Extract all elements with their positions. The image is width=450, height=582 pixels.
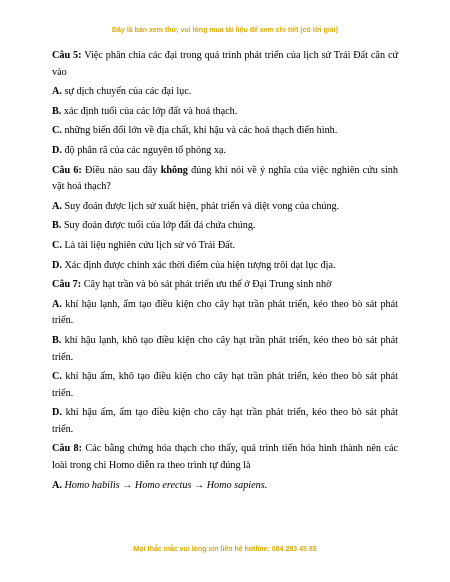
option-key: A. — [52, 200, 62, 212]
option-text: Là tài liệu nghiên cứu lịch sử vỏ Trái Đất. — [61, 239, 236, 251]
question-6-stem — [52, 163, 398, 196]
option-text: khí hậu ấm, ẩm tạo điều kiện cho cây hạt trần phát triển, kéo theo bò sát phát triển. — [52, 407, 398, 435]
question-5-option-c — [52, 123, 398, 140]
question-5-option-a — [52, 84, 398, 101]
option-text: khí hậu ấm, khô tạo điều kiện cho cây hạt trần phát triển, kéo theo bò sát phát triển. — [52, 371, 398, 399]
question-label: Câu 7: — [52, 279, 82, 291]
question-text: Các bằng chứng hóa thạch cho thấy, quá trình tiến hóa hình thành nên các loài trong chi Homo diễn ra theo trình tự đúng là — [52, 443, 398, 472]
question-6-option-d — [52, 258, 398, 275]
option-text: Xác định được chính xác thời điểm của hiện tượng trôi dạt lục địa. — [61, 259, 336, 271]
question-content — [52, 48, 398, 494]
option-text: khí hậu lạnh, khô tạo điều kiện cho cây hạt trần phát triển, kéo theo bò sát phát triển. — [52, 334, 398, 363]
question-5-option-b — [52, 104, 398, 121]
question-label: Câu 6: — [52, 164, 82, 176]
option-key: C. — [52, 239, 62, 251]
question-6-option-c — [52, 238, 398, 255]
option-key: A. — [52, 298, 62, 310]
option-key: D. — [52, 259, 62, 271]
arrow-right-icon: → — [191, 479, 207, 491]
question-6-option-a — [52, 199, 398, 216]
species-name: Homo erectus — [134, 479, 192, 491]
question-emphasis: không — [160, 164, 188, 176]
question-label: Câu 8: — [52, 443, 83, 455]
option-text: Suy đoán được tuổi của lớp đất đá chứa chúng. — [61, 220, 256, 232]
option-text: sự dịch chuyển của các đại lục. — [61, 86, 192, 98]
option-key: D. — [52, 407, 62, 419]
question-6-option-b — [52, 218, 398, 235]
question-7-stem — [52, 277, 398, 294]
question-7-option-c — [52, 369, 398, 402]
question-text: Việc phân chia các đại trong quá trình phát triển của lịch sử Trái Đất căn cứ vào — [52, 50, 398, 78]
option-key: C. — [52, 125, 62, 137]
question-text: Điều nào sau đây — [81, 164, 161, 176]
option-key: B. — [52, 105, 62, 117]
option-text: khí hậu lạnh, ẩm tạo điều kiện cho cây hạt trần phát triển, kéo theo bò sát phát triển. — [52, 298, 398, 327]
question-8-stem — [52, 441, 398, 474]
option-key: B. — [52, 334, 62, 346]
option-key: A. — [52, 479, 62, 491]
question-text: đúng khi nói về ý nghĩa của việc nghiên cứu sinh vật hoá thạch? — [52, 164, 398, 193]
question-label: Câu 5: — [52, 50, 82, 61]
question-7-option-a — [52, 297, 398, 330]
option-text: độ phân rã của các nguyên tố phóng xạ. — [61, 144, 226, 156]
footer-notice: Mọi thắc mắc vui lòng xin liên hệ hotline: 084 283 45 85 — [133, 546, 317, 553]
species-name: Homo sapiens. — [206, 479, 268, 491]
option-key: A. — [52, 86, 62, 98]
option-text: Suy đoán được lịch sử xuất hiện, phát triển và diệt vong của chúng. — [61, 200, 340, 212]
header-notice: Đây là bản xem thử, vui lòng mua tài liệu để xem chi tiết (có lời giải) — [112, 27, 338, 34]
question-5-option-d — [52, 143, 398, 160]
arrow-right-icon: → — [119, 479, 135, 491]
option-text: xác định tuổi của các lớp đất và hoá thạch. — [61, 105, 238, 117]
option-key: B. — [52, 220, 62, 232]
option-text: những biến đổi lớn về địa chất, khí hậu và các hoá thạch điển hình. — [61, 125, 338, 137]
question-5-stem — [52, 48, 398, 81]
option-key: C. — [52, 371, 62, 383]
option-key: D. — [52, 144, 62, 156]
question-text: Cây hạt trần và bò sát phát triển ưu thế ở Đại Trung sinh nhờ — [81, 279, 332, 291]
question-7-option-d — [52, 405, 398, 438]
question-8-option-a — [52, 478, 398, 495]
question-7-option-b — [52, 333, 398, 366]
species-name: Homo habilis — [64, 479, 120, 491]
